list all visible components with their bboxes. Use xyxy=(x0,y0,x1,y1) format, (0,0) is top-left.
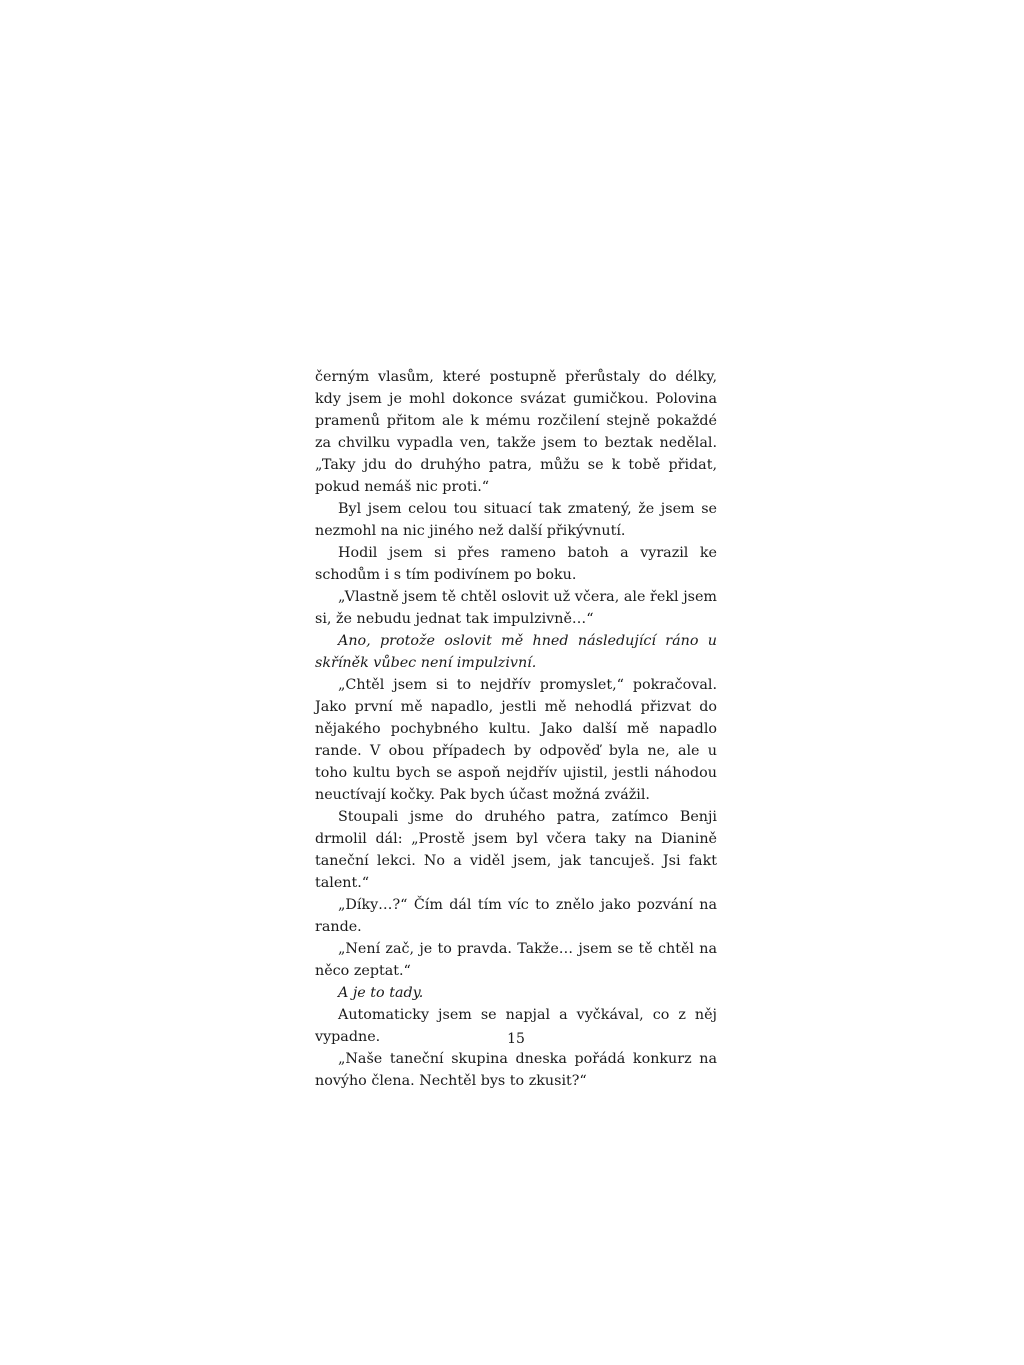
paragraph-1: černým vlasům, které postupně přerůstaly do délky, kdy jsem je mohl dokonce svázat gumičkou. Polovina pramenů přitom ale k mému rozčilení stejně pokaždé za chvilku vypadla ven, takže jsem to beztak nedělal. „Taky jdu do druhýho patra, můžu se k tobě přidat, pokud nemáš nic proti.“ xyxy=(315,369,717,495)
paragraph-10-italic: A je to tady. xyxy=(338,985,424,1001)
paragraph-12: „Naše taneční skupina dneska pořádá konkurz na novýho člena. Nechtěl bys to zkusit?“ xyxy=(315,1051,717,1089)
paragraph-4: „Vlastně jsem tě chtěl oslovit už včera, ale řekl jsem si, že nebudu jednat tak impulzivně…“ xyxy=(315,589,717,627)
paragraph-9: „Není zač, je to pravda. Takže… jsem se tě chtěl na něco zeptat.“ xyxy=(315,941,717,979)
paragraph-2: Byl jsem celou tou situací tak zmatený, že jsem se nezmohl na nic jiného než další přikývnutí. xyxy=(315,501,717,539)
paragraph-11: Automaticky jsem se napjal a vyčkával, co z něj vypadne. xyxy=(315,1007,717,1045)
paragraph-5-italic: Ano, protože oslovit mě hned následující ráno u skříněk vůbec není impulzivní. xyxy=(315,633,717,671)
paragraph-6: „Chtěl jsem si to nejdřív promyslet,“ pokračoval. Jako první mě napadlo, jestli mě nehodlá přizvat do nějakého pochybného kultu. Jako další mě napadlo rande. V obou případech by odpověď byla ne, ale u toho kultu bych se aspoň nejdřív ujistil, jestli náhodou neuctívají kočky. Pak bych účast možná zvážil. xyxy=(315,677,717,803)
page-number: 15 xyxy=(507,1031,525,1047)
paragraph-3: Hodil jsem si přes rameno batoh a vyrazil ke schodům i s tím podivínem po boku. xyxy=(315,545,717,583)
paragraph-8: „Díky…?“ Čím dál tím víc to znělo jako pozvání na rande. xyxy=(315,897,717,935)
body-text xyxy=(315,366,717,1092)
paragraph-7: Stoupali jsme do druhého patra, zatímco Benji drmolil dál: „Prostě jsem byl včera taky na Dianině taneční lekci. No a viděl jsem, jak tancuješ. Jsi fakt talent.“ xyxy=(315,809,717,891)
